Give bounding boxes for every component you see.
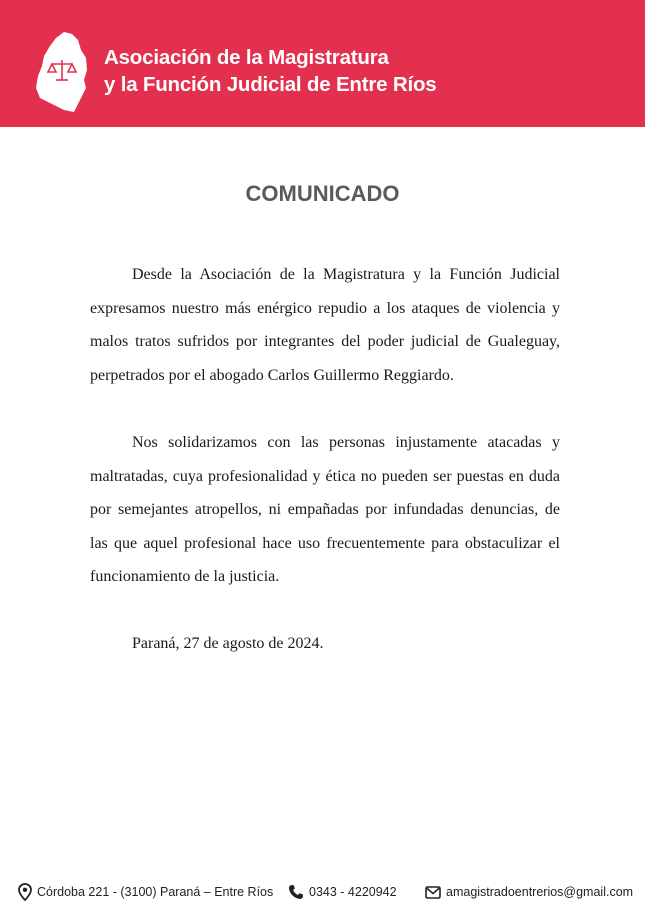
phone-icon bbox=[288, 884, 304, 900]
org-name-line-2: y la Función Judicial de Entre Ríos bbox=[104, 73, 437, 96]
entre-rios-map-logo-icon bbox=[34, 30, 90, 114]
footer-phone bbox=[288, 880, 397, 904]
mail-icon bbox=[425, 886, 441, 899]
organization-name bbox=[104, 44, 436, 98]
paragraph-2: Nos solidarizamos con las personas injustamente atacadas y maltratadas, cuya profesionalidad y ética no pueden ser puestas en duda por semejantes atropellos, ni empañadas por infundadas denuncias, de las que aquel profesional hace uso frecuentemente para obstaculizar el funcionamiento de la justicia. bbox=[90, 434, 560, 585]
address-text: Córdoba 221 - (3100) Paraná – Entre Ríos bbox=[37, 885, 274, 899]
org-name-line-1: Asociación de la Magistratura bbox=[104, 46, 389, 69]
header-banner bbox=[0, 0, 645, 127]
footer-address bbox=[18, 880, 273, 904]
email-link[interactable]: amagistradoentrerios@gmail.com bbox=[446, 885, 634, 899]
paragraph-1: Desde la Asociación de la Magistratura y la Función Judicial expresamos nuestro más enérgico repudio a los ataques de violencia y malos tratos sufridos por integrantes del poder judicial de Gualeguay, perpetrados por el abogado Carlos Guillermo Reggiardo. bbox=[90, 266, 560, 384]
location-pin-icon bbox=[18, 883, 32, 901]
footer-contact bbox=[18, 880, 638, 904]
footer-email bbox=[425, 880, 633, 904]
date-line: Paraná, 27 de agosto de 2024. bbox=[132, 635, 324, 652]
phone-text: 0343 - 4220942 bbox=[309, 885, 397, 899]
document-title: COMUNICADO bbox=[245, 181, 400, 206]
